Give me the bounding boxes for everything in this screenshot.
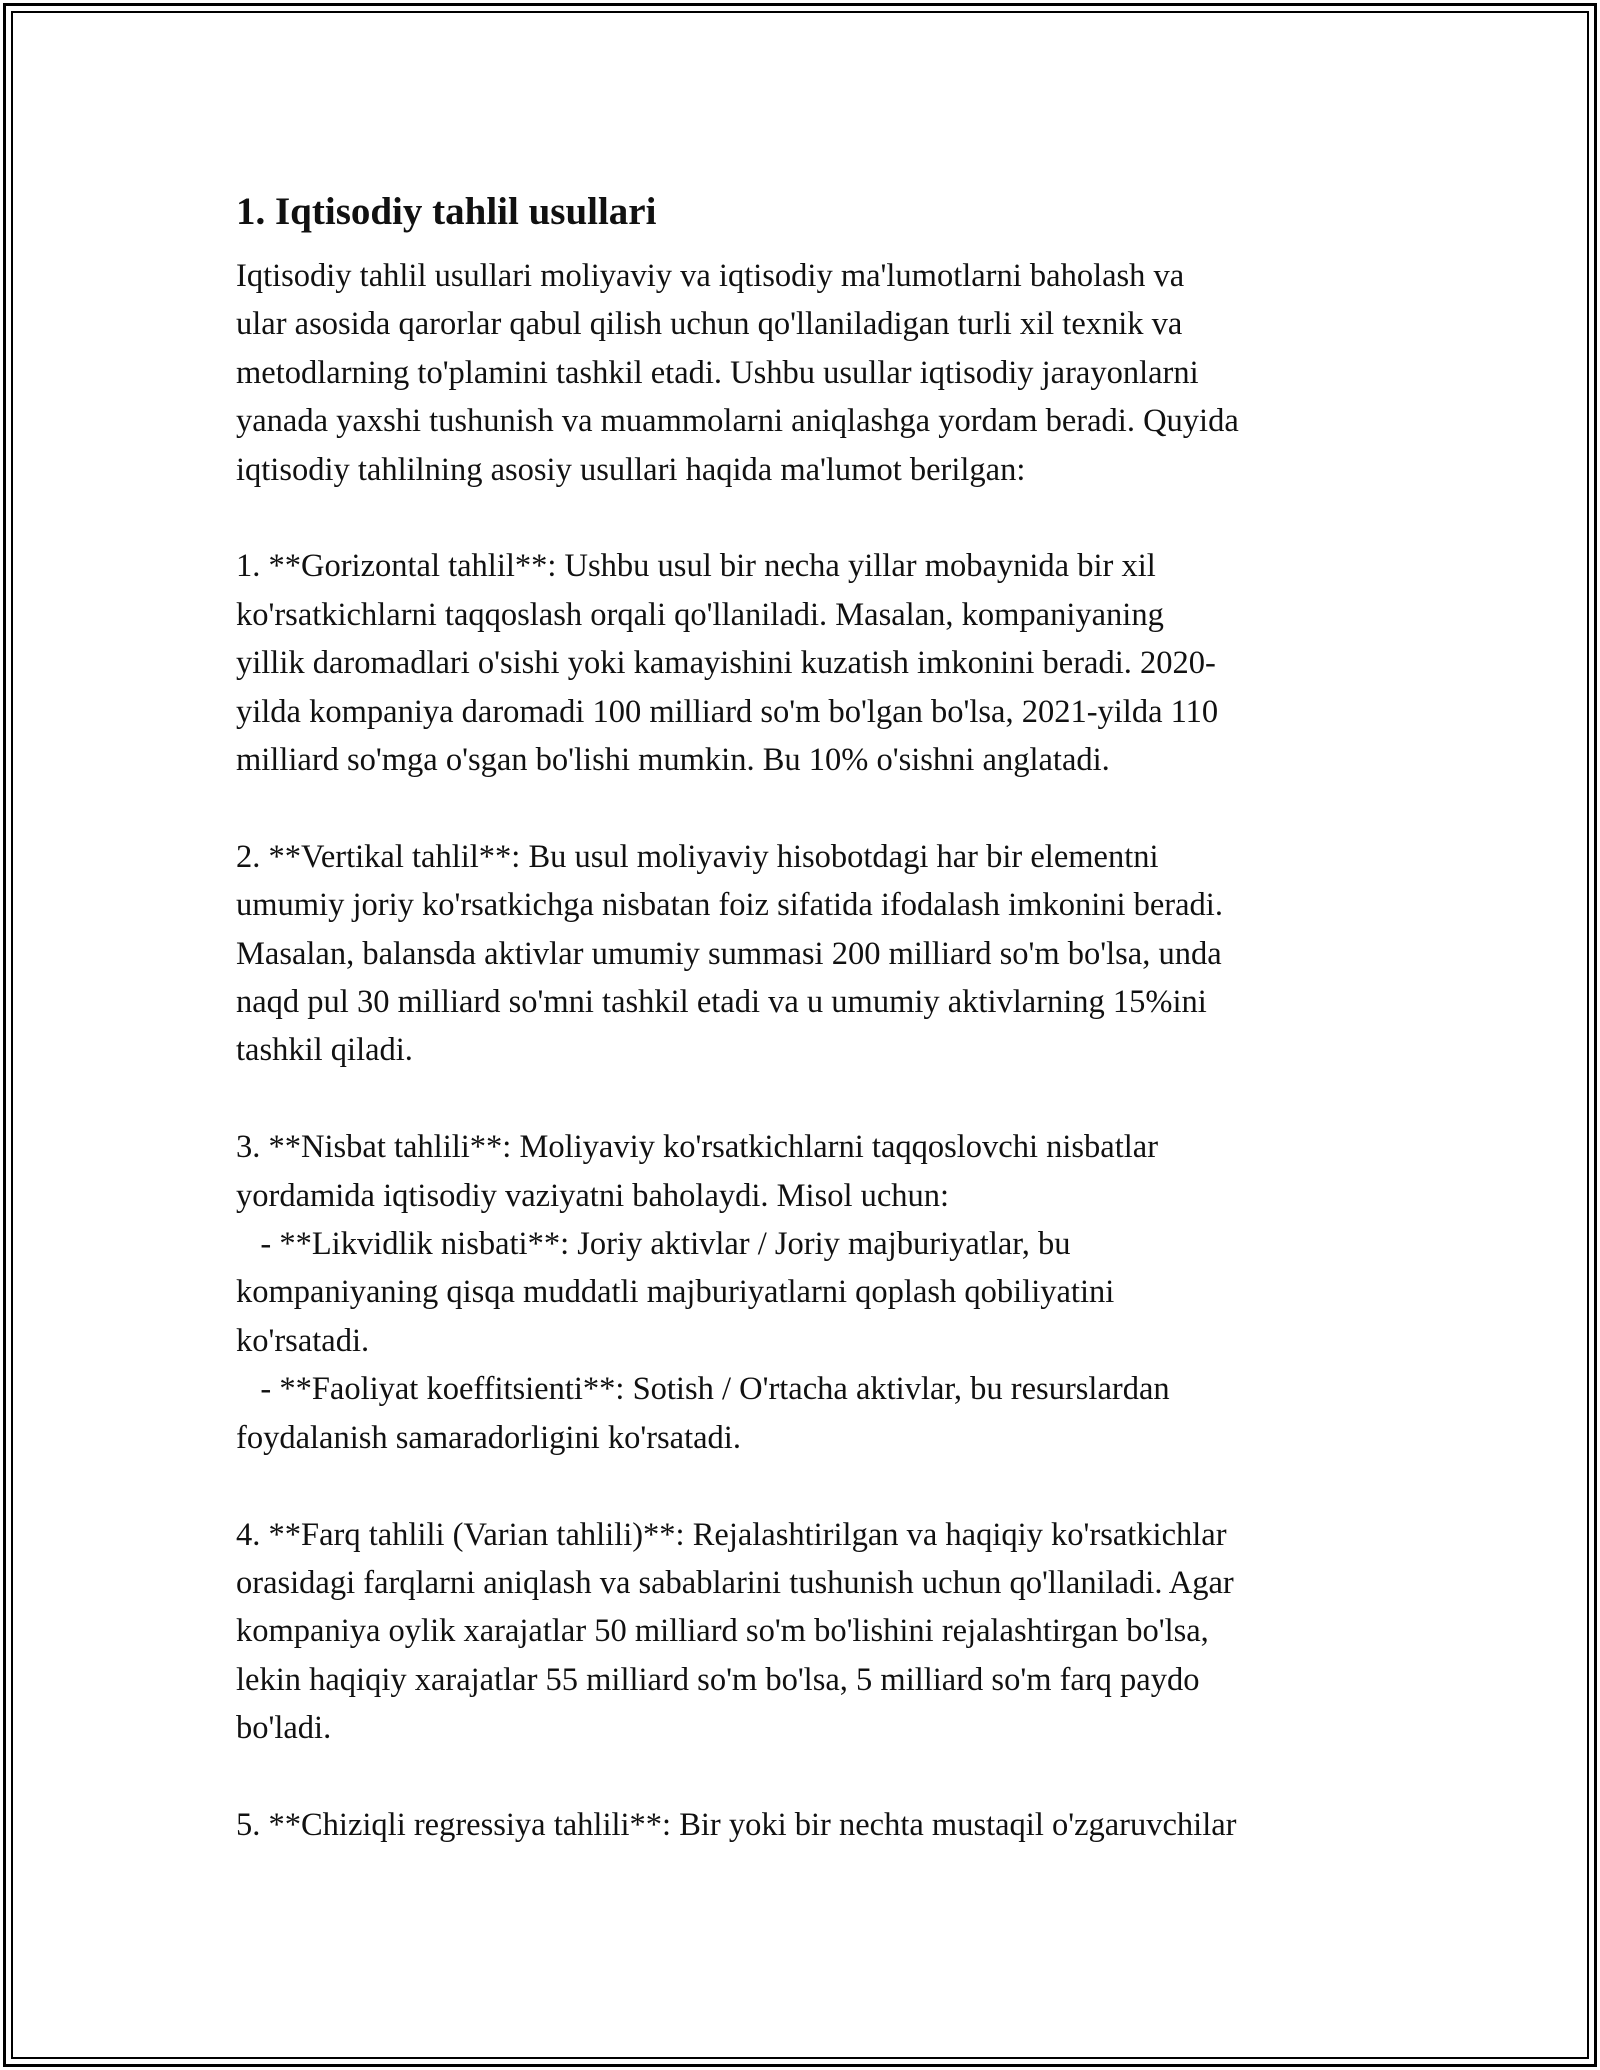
text-line: yordamida iqtisodiy vaziyatni baholaydi. Misol uchun: [236, 1177, 950, 1214]
document-body [236, 186, 1396, 1898]
text-line: kompaniyaning qisqa muddatli majburiyatlarni qoplash qobiliyatini [236, 1274, 1115, 1311]
text-line: 2. **Vertikal tahlil**: Bu usul moliyaviy hisobotdagi har bir elementni [236, 838, 1159, 875]
text-line: 3. **Nisbat tahlili**: Moliyaviy ko'rsatkichlarni taqqoslovchi nisbatlar [236, 1129, 1159, 1166]
variance-analysis-paragraph [236, 1511, 1396, 1753]
text-line: 4. **Farq tahlili (Varian tahlili)**: Rejalashtirilgan va haqiqiy ko'rsatkichlar [236, 1516, 1227, 1553]
text-line: ko'rsatkichlarni taqqoslash orqali qo'llaniladi. Masalan, kompaniyaning [236, 596, 1164, 633]
document-title: 1. Iqtisodiy tahlil usullari [236, 190, 657, 233]
text-line: lekin haqiqiy xarajatlar 55 milliard so'm bo'lsa, 5 milliard so'm farq paydo [236, 1661, 1200, 1698]
text-line: foydalanish samaradorligini ko'rsatadi. [236, 1419, 741, 1456]
text-line: 1. **Gorizontal tahlil**: Ushbu usul bir necha yillar mobaynida bir xil [236, 548, 1156, 585]
list-item-line: - **Faoliyat koeffitsienti**: Sotish / O'rtacha aktivlar, bu resurslardan [236, 1371, 1170, 1408]
text-line: umumiy joriy ko'rsatkichga nisbatan foiz sifatida ifodalash imkonini beradi. [236, 887, 1223, 924]
text-line: Iqtisodiy tahlil usullari moliyaviy va iqtisodiy ma'lumotlarni baholash va [236, 258, 1185, 294]
vertical-analysis-paragraph [236, 833, 1396, 1075]
text-line: ular asosida qarorlar qabul qilish uchun qo'llaniladigan turli xil texnik va [236, 306, 1183, 343]
intro-paragraph [236, 252, 1396, 494]
ratio-analysis-paragraph [236, 1123, 1396, 1462]
text-line: ko'rsatadi. [236, 1322, 370, 1359]
text-line: metodlarning to'plamini tashkil etadi. Ushbu usullar iqtisodiy jarayonlarni [236, 354, 1199, 391]
regression-analysis-paragraph [236, 1801, 1396, 1849]
text-line: yanada yaxshi tushunish va muammolarni aniqlashga yordam beradi. Quyida [236, 403, 1239, 440]
text-line: milliard so'mga o'sgan bo'lishi mumkin. Bu 10% o'sishni anglatadi. [236, 742, 1110, 779]
text-line: orasidagi farqlarni aniqlash va sabablarini tushunish uchun qo'llaniladi. Agar [236, 1564, 1234, 1601]
text-line: tashkil qiladi. [236, 1032, 413, 1069]
horizontal-analysis-paragraph [236, 542, 1396, 784]
text-line: naqd pul 30 milliard so'mni tashkil etadi va u umumiy aktivlarning 15%ini [236, 984, 1207, 1021]
text-line: yillik daromadlari o'sishi yoki kamayishini kuzatish imkonini beradi. 2020- [236, 645, 1216, 682]
list-item-line: - **Likvidlik nisbati**: Joriy aktivlar / Joriy majburiyatlar, bu [236, 1226, 1071, 1263]
text-line: yilda kompaniya daromadi 100 milliard so'm bo'lgan bo'lsa, 2021-yilda 110 [236, 693, 1219, 730]
text-line: 5. **Chiziqli regressiya tahlili**: Bir yoki bir nechta mustaqil o'zgaruvchilar [236, 1806, 1237, 1843]
text-line: Masalan, balansda aktivlar umumiy summasi 200 milliard so'm bo'lsa, unda [236, 935, 1222, 972]
text-line: bo'ladi. [236, 1710, 332, 1747]
text-line: kompaniya oylik xarajatlar 50 milliard so'm bo'lishini rejalashtirgan bo'lsa, [236, 1613, 1209, 1650]
text-line: iqtisodiy tahlilning asosiy usullari haqida ma'lumot berilgan: [236, 451, 1026, 488]
